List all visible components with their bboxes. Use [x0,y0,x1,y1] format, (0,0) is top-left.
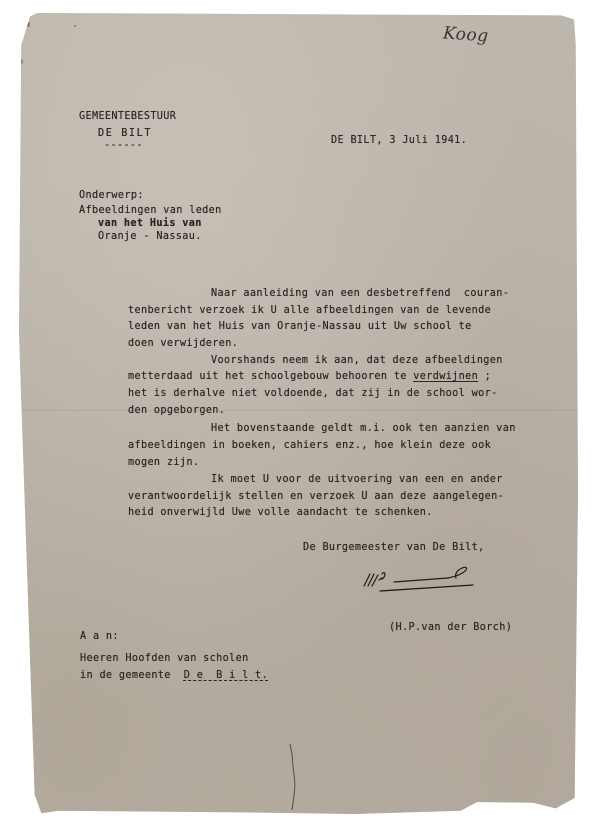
handwritten-note: Koog [442,23,490,47]
body-text-line: het is derhalve niet voldoende, dat zij in de school wor- [128,388,498,399]
body-text-line: leden van het Huis van Oranje-Nassau uit Uw school te [128,321,472,332]
signature [358,558,478,598]
subject-line: Oranje - Nassau. [98,231,202,242]
body-text-line: doen verwijderen. [128,338,239,349]
letterhead-municipality: GEMEENTEBESTUUR [79,111,177,122]
signatory-name: (H.P.van der Borch) [389,622,513,633]
addressee-line: Heeren Hoofden van scholen [80,653,249,664]
body-text-line: tenbericht verzoek ik U alle afbeeldingen van de levende [128,305,492,316]
paper-tear [287,744,299,810]
underlined-word: verdwijnen [413,371,479,382]
subject-line: van het Huis van [98,218,202,229]
letterhead-town: DE BILT [98,128,153,139]
body-text-line: Voorshands neem ik aan, dat deze afbeeldingen [211,355,503,366]
body-text-line: verantwoordelijk stellen en verzoek U aan deze aangelegen- [128,491,505,502]
body-text-line: afbeeldingen in boeken, cahiers enz., hoe klein deze ook [128,440,492,451]
letterhead-rule: ------ [104,140,143,151]
place-date: DE BILT, 3 Juli 1941. [331,135,468,146]
addressee-label: A a n: [80,631,119,642]
addressee-line [80,671,268,681]
body-text-line: Het bovenstaande geldt m.i. ook ten aanzien van [211,423,516,434]
body-text-line: den opgeborgen. [128,405,226,416]
paper-fold-crease [19,410,578,411]
body-text-segment: ; [478,371,492,382]
closing-title: De Burgemeester van De Bilt, [303,542,485,553]
subject-line: Afbeeldingen van leden [79,205,222,216]
body-text-line [128,372,491,382]
body-text-line: mogen zijn. [128,457,200,468]
body-text-line: Naar aanleiding van een desbetreffend couran- [211,288,510,299]
underlined-municipality: D e B i l t. [183,670,269,681]
paper-stain [20,59,23,64]
addressee-text-segment: in de gemeente [80,670,184,681]
body-text-line: heid onverwijld Uwe volle aandacht te schenken. [128,507,433,518]
paper-stain [74,25,76,27]
body-text-line: Ik moet U voor de uitvoering van een en ander [211,474,503,485]
subject-label: Onderwerp: [79,190,144,201]
body-text-segment: metterdaad uit het schoolgebouw behooren te [128,371,414,382]
paper-stain [26,22,30,27]
